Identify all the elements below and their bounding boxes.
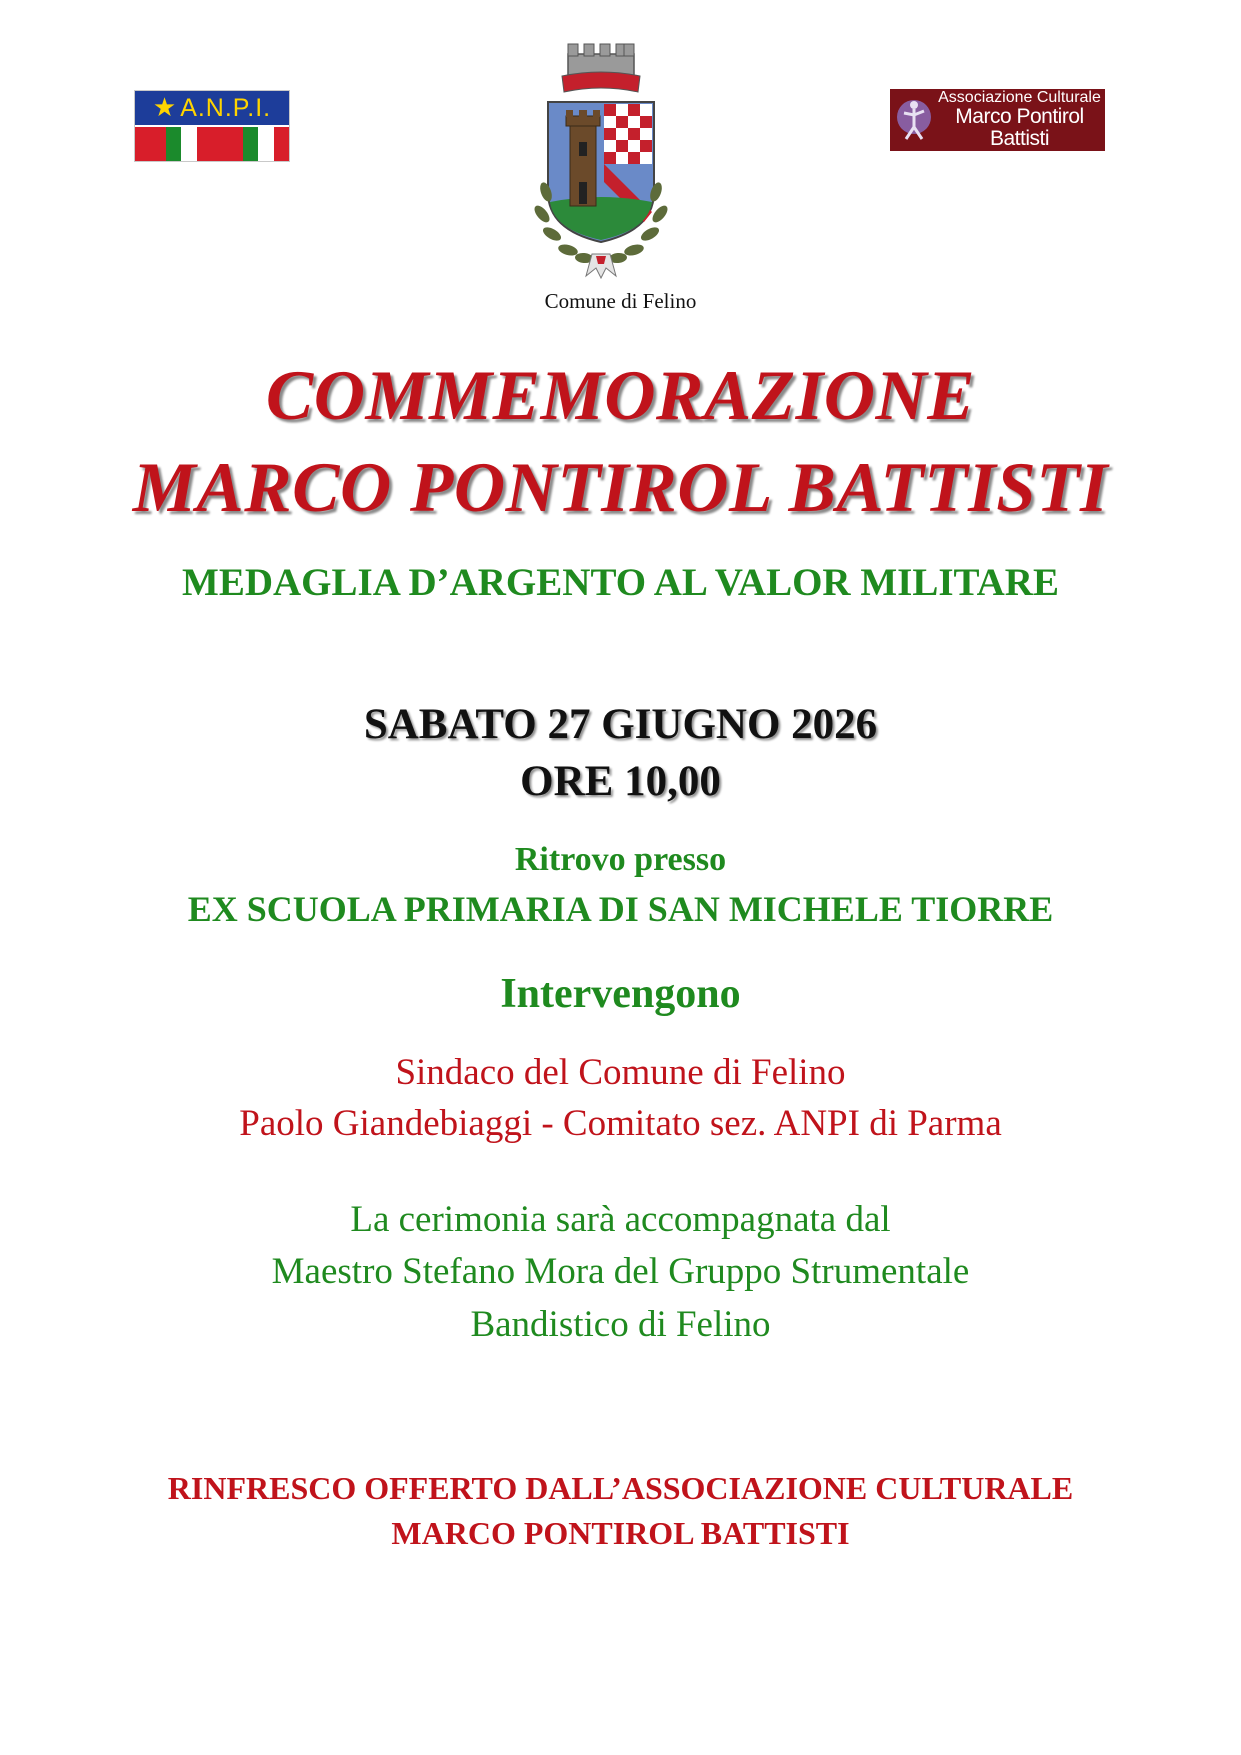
anpi-logo-banner bbox=[135, 91, 289, 125]
association-logo-line2: Marco Pontirol Battisti bbox=[955, 105, 1084, 151]
speaker-line2: Paolo Giandebiaggi - Comitato sez. ANPI di Parma bbox=[239, 1103, 1002, 1144]
comune-caption: Comune di Felino bbox=[544, 289, 697, 313]
anpi-logo bbox=[134, 90, 290, 162]
title-line2: MARCO PONTIROL BATTISTI bbox=[132, 449, 1109, 527]
association-emblem-icon bbox=[894, 91, 934, 149]
speaker-line1: Sindaco del Comune di Felino bbox=[395, 1052, 846, 1093]
refreshment-line2: MARCO PONTIROL BATTISTI bbox=[391, 1515, 850, 1551]
meeting-place: EX SCUOLA PRIMARIA DI SAN MICHELE TIORRE bbox=[187, 889, 1054, 929]
subtitle: MEDAGLIA D’ARGENTO AL VALOR MILITARE bbox=[182, 561, 1059, 604]
ceremony-line2: Maestro Stefano Mora del Gruppo Strumentale bbox=[271, 1251, 970, 1292]
title-line1: COMMEMORAZIONE bbox=[265, 357, 976, 435]
felino-coat-of-arms-icon bbox=[520, 42, 682, 280]
meeting-label: Ritrovo presso bbox=[514, 841, 727, 878]
association-logo-line1: Associazione Culturale bbox=[938, 88, 1101, 106]
anpi-flag-stripes bbox=[135, 127, 289, 161]
refreshment-line1: RINFRESCO OFFERTO DALL’ASSOCIAZIONE CULTURALE bbox=[167, 1470, 1074, 1506]
ceremony-line3: Bandistico di Felino bbox=[470, 1304, 771, 1345]
event-time: ORE 10,00 bbox=[520, 758, 721, 805]
association-logo-text bbox=[934, 90, 1105, 151]
star-icon: ★ bbox=[152, 93, 177, 123]
speakers-heading: Intervengono bbox=[500, 971, 741, 1017]
ceremony-line1: La cerimonia sarà accompagnata dal bbox=[350, 1199, 891, 1240]
event-date: SABATO 27 GIUGNO 2026 bbox=[363, 701, 878, 748]
association-logo bbox=[890, 89, 1105, 151]
anpi-logo-text: A.N.P.I. bbox=[180, 94, 272, 122]
